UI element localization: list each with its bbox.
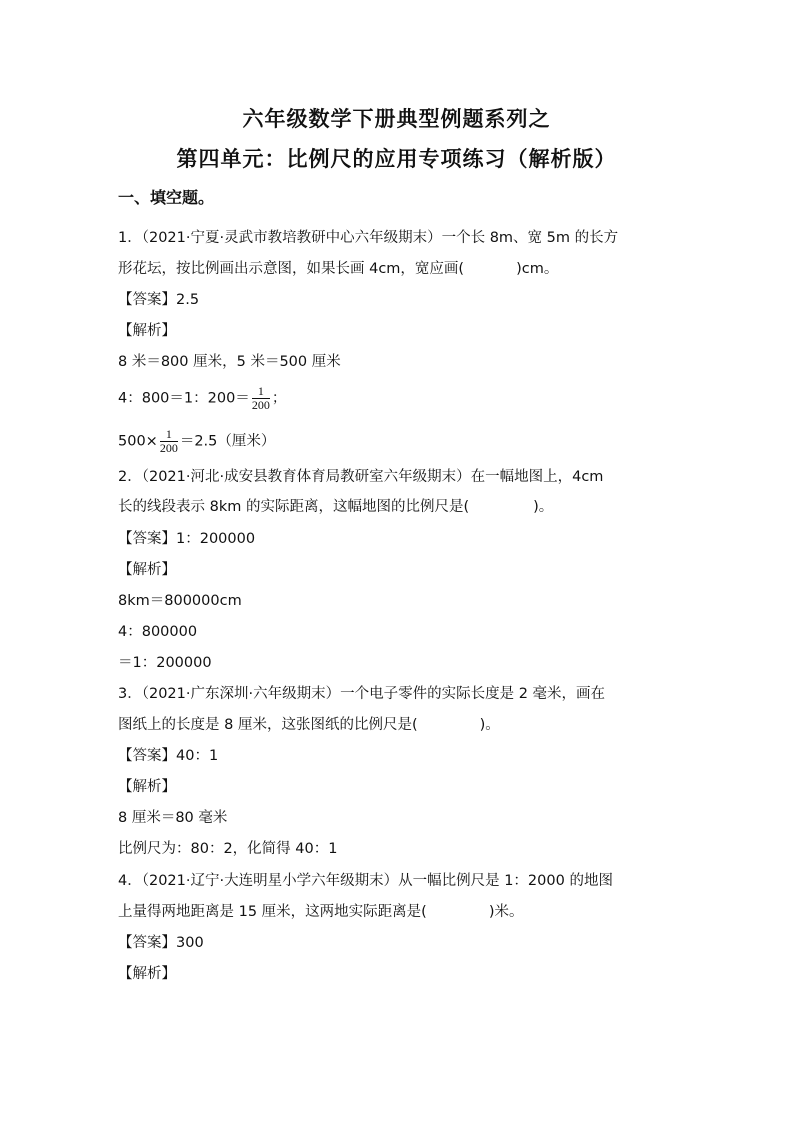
question-1-analysis-label: 【解析】 bbox=[118, 323, 176, 339]
section-heading: 一、填空题。 bbox=[118, 188, 215, 207]
question-3-line-1: 3．（2021·广东深圳·六年级期末）一个电子零件的实际长度是 2 毫米，画在 bbox=[118, 686, 606, 702]
question-2-analysis-label: 【解析】 bbox=[118, 562, 176, 578]
question-2-analysis-line-3: ＝1：200000 bbox=[118, 655, 212, 671]
question-4-answer: 【答案】300 bbox=[118, 935, 204, 951]
question-number: 2． bbox=[118, 469, 142, 485]
question-4-analysis-label: 【解析】 bbox=[118, 966, 176, 982]
question-1-answer: 【答案】2.5 bbox=[118, 292, 200, 308]
question-2-line-1: 2．（2021·河北·成安县教育体育局教研室六年级期末）在一幅地图上，4cm bbox=[118, 469, 604, 485]
question-1-analysis-line-1: 8 米＝800 厘米，5 米＝500 厘米 bbox=[118, 354, 341, 370]
question-2-answer: 【答案】1：200000 bbox=[118, 531, 256, 547]
question-3-analysis-line-2: 比例尺为：80：2，化简得 40：1 bbox=[118, 841, 338, 857]
question-2-analysis-line-2: 4：800000 bbox=[118, 624, 198, 640]
title-line-2: 第四单元：比例尺的应用专项练习（解析版） bbox=[176, 147, 617, 171]
question-number: 1． bbox=[118, 230, 142, 246]
question-3-analysis-line-1: 8 厘米＝80 毫米 bbox=[118, 810, 228, 826]
question-1-line-2: 形花坛，按比例画出示意图，如果长画 4cm，宽应画( )cm。 bbox=[118, 261, 559, 277]
question-4-line-2: 上量得两地距离是 15 厘米，这两地实际距离是( )米。 bbox=[118, 904, 524, 920]
fraction: $\frac{1}{200}$ bbox=[251, 384, 270, 412]
title-line-1: 六年级数学下册典型例题系列之 bbox=[242, 107, 551, 131]
question-2-line-2: 长的线段表示 8km 的实际距离，这幅地图的比例尺是( )。 bbox=[118, 499, 554, 515]
question-1-line-1: 1．（2021·宁夏·灵武市教培教研中心六年级期末）一个长 8m、宽 5m 的长方 bbox=[118, 230, 619, 246]
question-1-analysis-line-3: 500× $\frac{1}{200}$ ＝2.5（厘米） bbox=[118, 427, 276, 455]
question-number: 4． bbox=[118, 873, 142, 889]
question-2-analysis-line-1: 8km＝800000cm bbox=[118, 593, 242, 609]
question-3-answer: 【答案】40：1 bbox=[118, 748, 219, 764]
fraction: $\frac{1}{200}$ bbox=[159, 427, 178, 455]
question-4-line-1: 4．（2021·辽宁·大连明星小学六年级期末）从一幅比例尺是 1：2000 的地图 bbox=[118, 873, 613, 889]
question-3-line-2: 图纸上的长度是 8 厘米，这张图纸的比例尺是( )。 bbox=[118, 717, 500, 733]
question-3-analysis-label: 【解析】 bbox=[118, 779, 176, 795]
question-1-analysis-line-2: 4：800＝1：200＝ $\frac{1}{200}$ ； bbox=[118, 384, 287, 412]
question-number: 3． bbox=[118, 686, 142, 702]
